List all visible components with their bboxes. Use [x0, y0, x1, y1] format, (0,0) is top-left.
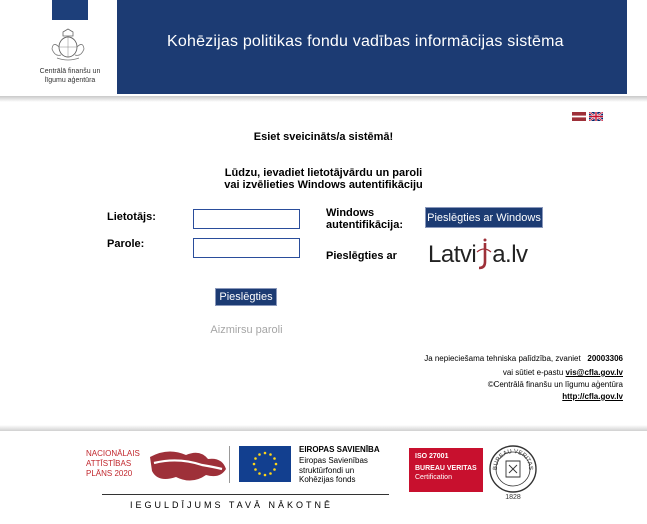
- eu-line2: struktūrfondi un: [299, 465, 355, 475]
- support-phone-number: 20003306: [587, 354, 623, 363]
- website-link[interactable]: http://cfla.gov.lv: [562, 392, 623, 401]
- support-email-link[interactable]: vis@cfla.gov.lv: [565, 368, 623, 377]
- footer-divider: [0, 425, 647, 431]
- bv-name: BUREAU VERITAS: [415, 465, 477, 472]
- agency-logo: [0, 0, 117, 94]
- website: [562, 392, 623, 401]
- nap-line3: PLĀNS 2020: [86, 469, 133, 478]
- support-phone: [424, 354, 623, 363]
- bv-seal-text: BUREAU VERITAS: [492, 448, 534, 471]
- password-label: Parole:: [107, 238, 145, 250]
- instructions-line2: vai izvēlieties Windows autentifikāciju: [224, 179, 423, 191]
- bureau-veritas-seal-icon: [487, 441, 539, 503]
- header: [0, 0, 647, 96]
- tagline: IEGULDĪJUMS TAVĀ NĀKOTNĒ: [130, 500, 334, 510]
- latvija-lv-logo[interactable]: [428, 238, 528, 272]
- windows-login-button[interactable]: Pieslēgties ar Windows: [425, 207, 543, 228]
- bv-iso: ISO 27001: [415, 453, 449, 460]
- copyright: ©Centrālā finanšu un līgumu aģentūra: [487, 380, 623, 389]
- bureau-veritas-badge: [409, 448, 483, 492]
- eu-title: EIROPAS SAVIENĪBA: [299, 445, 380, 454]
- latvija-logo-text-left: Latvi: [428, 241, 477, 268]
- uk-flag-icon[interactable]: [589, 112, 603, 121]
- latvian-flag-icon[interactable]: [572, 112, 586, 121]
- username-input[interactable]: [193, 209, 300, 229]
- windows-auth-label: [326, 207, 403, 231]
- eu-flag-icon: [239, 446, 291, 482]
- system-title: Kohēzijas politikas fondu vadības informācijas sistēma: [167, 33, 564, 50]
- latvija-label: Pieslēgties ar: [326, 250, 397, 262]
- bv-seal-year: 1828: [505, 494, 521, 501]
- bv-certification: Certification: [415, 474, 452, 481]
- logo-flag-strip: [52, 0, 88, 20]
- welcome-heading: Esiet sveicināts/a sistēmā!: [253, 131, 394, 143]
- agency-name: Centrālā finanšu un līgumu aģentūra: [39, 68, 101, 84]
- coat-of-arms-icon: [49, 27, 87, 61]
- eu-line1: Eiropas Savienības: [299, 456, 368, 465]
- support-email-text: vai sūtiet e-pastu: [502, 368, 564, 377]
- footer-separator: [229, 446, 230, 483]
- eu-line3: Kohēzijas fonds: [299, 475, 356, 484]
- instructions: [0, 167, 647, 191]
- language-switcher: [572, 112, 603, 121]
- windows-auth-label-line1: Windows: [326, 207, 375, 219]
- latvija-j-icon: [476, 238, 492, 272]
- latvija-logo-text-right: a.lv: [492, 241, 528, 268]
- nap-line2: ATTĪSTĪBAS: [86, 459, 132, 468]
- eu-funds-text: [299, 456, 368, 485]
- support-email: [503, 368, 623, 377]
- password-input[interactable]: [193, 238, 300, 258]
- nap-line1: NACIONĀLAIS: [86, 449, 140, 458]
- username-label: Lietotājs:: [107, 211, 156, 223]
- title-banner: [117, 0, 627, 94]
- windows-auth-label-line2: autentifikācija:: [326, 219, 404, 231]
- header-divider: [0, 96, 647, 102]
- login-button[interactable]: Pieslēgties: [215, 288, 277, 306]
- latvia-map-icon: [148, 445, 228, 490]
- forgot-password-link[interactable]: Aizmirsu paroli: [210, 324, 283, 336]
- tagline-rule: [102, 494, 389, 495]
- support-phone-text: Ja nepieciešama tehniska palīdzība, zvaniet: [424, 354, 581, 363]
- nap2020-logo-text: [86, 449, 140, 479]
- instructions-line1: Lūdzu, ievadiet lietotājvārdu un paroli: [224, 167, 423, 179]
